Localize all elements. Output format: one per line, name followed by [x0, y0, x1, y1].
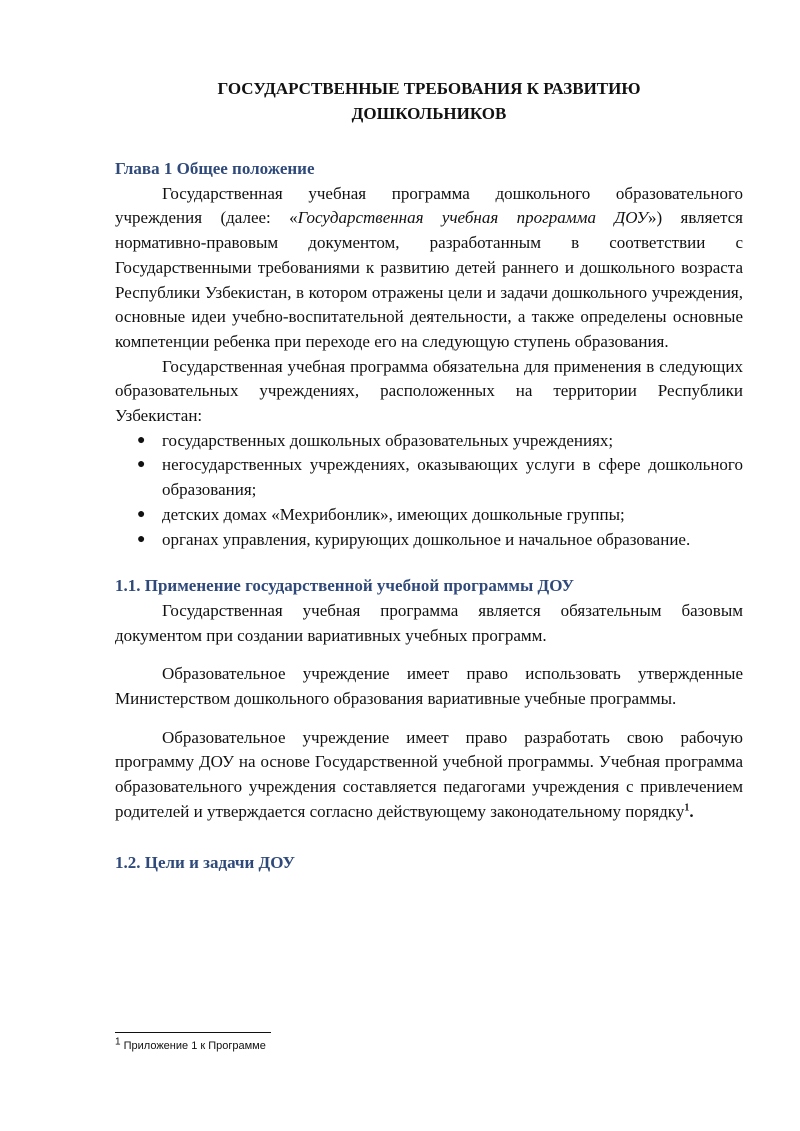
bullet-icon: ●: [137, 531, 146, 547]
list-item: [115, 503, 743, 528]
institution-list: [115, 429, 743, 553]
paragraph-text: ») является нормативно-правовым документом, разработанным в соответствии с Государственными требованиями к развитию детей раннего и дошкольного возраста Республики Узбекистан, в котором отражены цели и задачи дошкольного учреждения, основные идеи учебно-воспитательной деятельности, а также определены основные компетенции ребенка при переходе его на следующую ступень образования.: [115, 208, 743, 351]
list-item: [115, 429, 743, 454]
section-1-1-paragraph-3: [115, 726, 743, 825]
bullet-icon: ●: [137, 432, 146, 448]
section-1-2-heading: 1.2. Цели и задачи ДОУ: [115, 852, 295, 872]
document-title: [115, 76, 743, 126]
footnote-text: Приложение 1 к Программе: [120, 1040, 266, 1052]
chapter-1-paragraph-1: [115, 182, 743, 355]
bullet-icon: ●: [137, 506, 146, 522]
list-item: [115, 528, 743, 553]
footnote-reference[interactable]: 1: [684, 802, 690, 814]
chapter-1-heading: Глава 1 Общее положение: [115, 159, 315, 178]
paragraph-italic-text: Государственная учебная программа ДОУ: [297, 208, 648, 228]
section-1-1-paragraph-2: Образовательное учреждение имеет право использовать утвержденные Министерством дошкольного образования вариативные учебные программы.: [115, 664, 743, 709]
footnote-mark: 1: [115, 1036, 121, 1048]
list-item-text: органах управления, курирующих дошкольное и начальное образование.: [162, 529, 691, 549]
document-body: [115, 157, 743, 875]
title-line-2: ДОШКОЛЬНИКОВ: [351, 104, 507, 123]
footnote-divider: [115, 1032, 271, 1033]
title-line-1: ГОСУДАРСТВЕННЫЕ ТРЕБОВАНИЯ К РАЗВИТИЮ: [217, 79, 641, 98]
list-item-text: негосударственных учреждениях, оказывающих услуги в сфере дошкольного образования;: [162, 455, 743, 500]
list-item-text: детских домах «Мехрибонлик», имеющих дошкольные группы;: [162, 504, 625, 524]
list-item-text: государственных дошкольных образовательных учреждениях;: [162, 430, 614, 450]
section-1-1-heading: 1.1. Применение государственной учебной программы ДОУ: [115, 576, 574, 596]
paragraph-text: Образовательное учреждение имеет право разработать свою рабочую программу ДОУ на основе Государственной учебной программы. Учебная программа образовательного учреждения составляется педагогами учреждения с привлечением родителей и утверждается согласно действующему законодательному порядку: [115, 727, 743, 821]
bullet-icon: ●: [137, 457, 146, 473]
footnote: [115, 1036, 266, 1053]
paragraph-end-mark: .: [689, 801, 694, 821]
paragraph-text: Государственная учебная программа дошкольного образовательного учреждения (далее: «: [115, 183, 743, 228]
chapter-1-paragraph-2: Государственная учебная программа обязательна для применения в следующих образовательных учреждениях, расположенных на территории Республики Узбекистан:: [115, 356, 743, 426]
list-item: [115, 453, 743, 502]
section-1-1-paragraph-1: Государственная учебная программа является обязательным базовым документом при создании вариативных учебных программ.: [115, 600, 743, 645]
